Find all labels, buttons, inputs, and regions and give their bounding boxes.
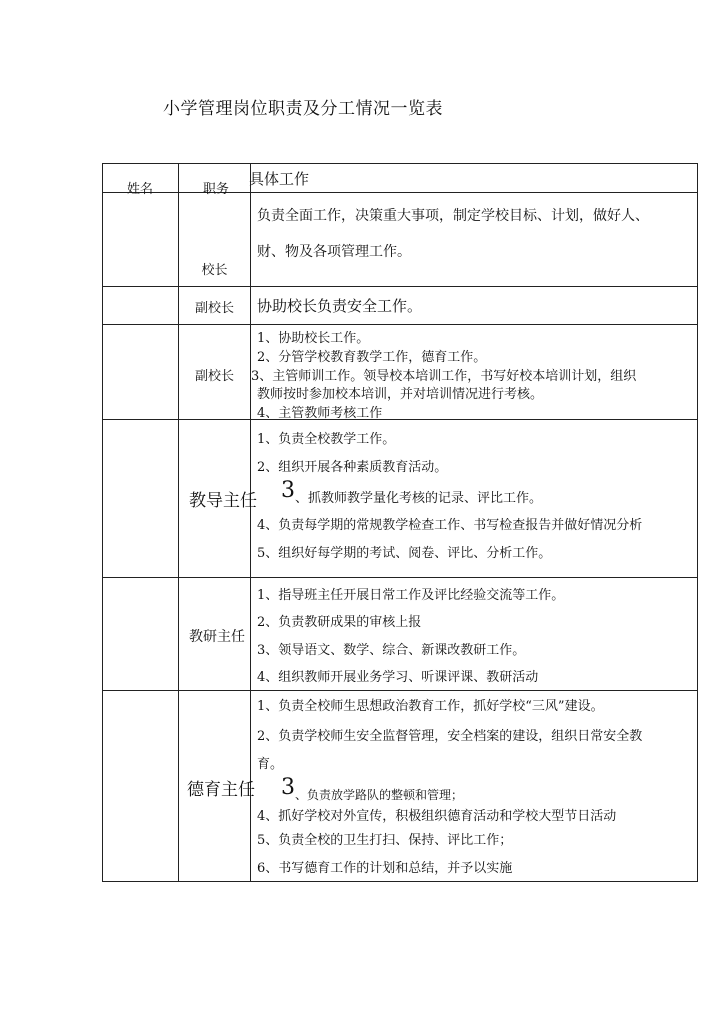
work-cell bbox=[251, 578, 698, 691]
work-cell bbox=[251, 287, 698, 325]
work-line-number: 3 bbox=[281, 478, 295, 503]
work-line: 4、组织教师开展业务学习、听课评课、教研活动 bbox=[257, 670, 539, 685]
work-line: 2、组织开展各种素质教育活动。 bbox=[257, 460, 448, 475]
work-line: 教师按时参加校本培训，并对培训情况进行考核。 bbox=[257, 387, 544, 402]
work-line: 4、负责每学期的常规教学检查工作、书写检查报告并做好情况分析 bbox=[257, 518, 643, 533]
work-cell bbox=[251, 420, 698, 578]
position-cell bbox=[179, 325, 251, 420]
work-cell bbox=[251, 193, 698, 287]
work-line: 2、负责教研成果的审核上报 bbox=[257, 615, 422, 630]
header-name-cell bbox=[103, 164, 179, 197]
work-line: 2、负责学校师生安全监督管理，安全档案的建设，组织日常安全教 bbox=[257, 729, 643, 744]
header-position-cell bbox=[179, 164, 251, 197]
header-work: 具体工作 bbox=[249, 170, 310, 188]
work-line: 、负责放学路队的整顿和管理； bbox=[295, 788, 464, 802]
position-cell bbox=[179, 691, 255, 882]
work-line: 5、组织好每学期的考试、阅卷、评比、分析工作。 bbox=[257, 546, 552, 561]
position-label: 校长 bbox=[201, 263, 228, 278]
position-label: 德育主任 bbox=[187, 780, 255, 800]
work-line: 协助校长负责安全工作。 bbox=[257, 297, 423, 315]
name-cell bbox=[103, 193, 179, 287]
table-row bbox=[103, 691, 698, 882]
name-cell bbox=[103, 287, 179, 325]
table-row bbox=[103, 420, 698, 578]
work-line: 财、物及各项管理工作。 bbox=[257, 244, 411, 260]
work-line-number: 3 bbox=[281, 775, 295, 800]
position-label: 副校长 bbox=[194, 369, 234, 384]
header-name: 姓名 bbox=[127, 182, 154, 197]
work-line: 3、领导语文、数学、综合、新课改教研工作。 bbox=[257, 643, 526, 658]
position-cell bbox=[179, 287, 251, 325]
position-label: 教研主任 bbox=[189, 629, 245, 645]
work-line: 1、负责全校师生思想政治教育工作，抓好学校“三风”建设。 bbox=[257, 699, 604, 714]
work-line: 6、书写德育工作的计划和总结，并予以实施 bbox=[257, 861, 513, 876]
work-line: 2、分管学校教育教学工作，德育工作。 bbox=[257, 350, 487, 365]
work-line: 负责全面工作，决策重大事项，制定学校目标、计划，做好人、 bbox=[257, 208, 649, 224]
work-line: 4、抓好学校对外宣传，积极组织德育活动和学校大型节日活动 bbox=[257, 809, 617, 824]
header-work-cell bbox=[251, 164, 698, 193]
name-cell bbox=[103, 578, 179, 691]
table-header-row bbox=[103, 164, 698, 193]
position-label: 副校长 bbox=[194, 301, 234, 316]
table-row bbox=[103, 578, 698, 691]
table-row bbox=[103, 325, 698, 420]
table-row bbox=[103, 287, 698, 325]
work-line: 1、指导班主任开展日常工作及评比经验交流等工作。 bbox=[257, 588, 565, 603]
name-cell bbox=[103, 420, 179, 578]
position-cell bbox=[179, 420, 257, 578]
work-line: 3、主管师训工作。领导校本培训工作，书写好校本培训计划，组织 bbox=[251, 369, 637, 384]
table-row bbox=[103, 193, 698, 287]
work-line: 育。 bbox=[257, 757, 284, 772]
position-cell bbox=[179, 578, 251, 691]
work-cell bbox=[251, 691, 698, 882]
name-cell bbox=[103, 691, 179, 882]
work-line: 4、主管教师考核工作 bbox=[257, 406, 383, 421]
position-label: 教导主任 bbox=[189, 491, 257, 511]
work-line: 1、负责全校教学工作。 bbox=[257, 432, 396, 447]
position-cell bbox=[179, 193, 251, 287]
duty-table bbox=[102, 163, 698, 882]
work-line: 、抓教师教学量化考核的记录、评比工作。 bbox=[295, 491, 543, 506]
work-line: 5、负责全校的卫生打扫、保持、评比工作； bbox=[257, 833, 513, 848]
work-cell bbox=[251, 325, 698, 420]
page-title: 小学管理岗位职责及分工情况一览表 bbox=[163, 99, 443, 119]
work-line: 1、协助校长工作。 bbox=[257, 331, 370, 346]
header-position: 职务 bbox=[203, 182, 230, 197]
name-cell bbox=[103, 325, 179, 420]
